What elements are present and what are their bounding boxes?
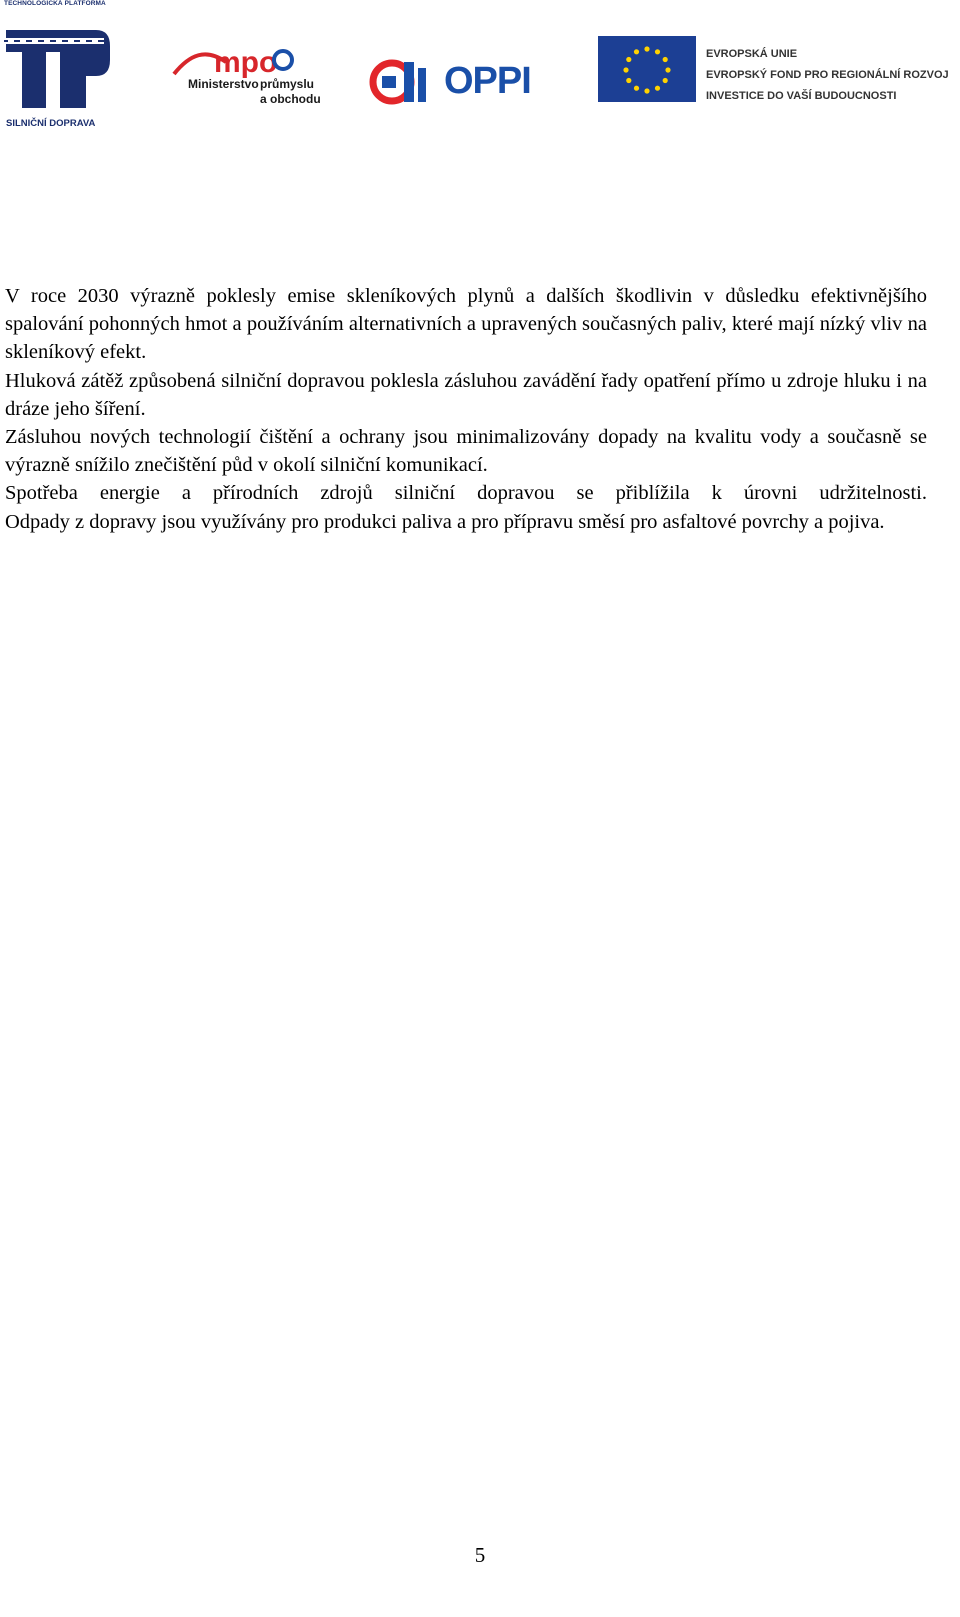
eu-line-3: INVESTICE DO VAŠÍ BUDOUCNOSTI [706,90,897,102]
svg-text:mpo: mpo [214,46,278,78]
mpo-logo-line2: průmyslu [260,77,315,91]
eu-stars [598,36,696,102]
oppi-logo [368,56,538,108]
mpo-logo-line3: a obchodu [260,92,321,106]
mpo-logo-mark [170,44,310,78]
technologicka-platforma-logo [4,0,134,132]
paragraph-1: V roce 2030 výrazně poklesly emise skleníkových plynů a dalších škodlivin v důsledku efektivnějšího spalování pohonných hmot a používáním alternativních a upravených současných paliv, které mají nízký vliv na skleníkový efekt. [5,285,927,364]
page-number: 5 [474,1543,486,1567]
tp-logo-top-label: TECHNOLOGICKÁ PLATFORMA [4,0,106,7]
mpo-logo [170,44,321,114]
oppi-logo-text: OPPI [444,60,531,102]
tp-logo-mark [4,22,114,114]
oppi-logo-mark [368,56,438,108]
paragraph-4: Spotřeba energie a přírodních zdrojů silniční dopravou se přiblížila k úrovni udržitelnosti. [5,482,927,505]
eu-logo-text [706,44,949,107]
paragraph-5: Odpady z dopravy jsou využívány pro produkci paliva a pro přípravu směsí pro asfaltové povrchy a pojiva. [5,510,885,533]
eu-flag [598,36,696,102]
eu-line-1: EVROPSKÁ UNIE [706,48,798,60]
document-body [5,282,927,536]
paragraph-2: Hluková zátěž způsobená silniční dopravou poklesla zásluhou zavádění řady opatření přímo u zdroje hluku i na dráze jeho šíření. [5,369,927,420]
eu-line-2: EVROPSKÝ FOND PRO REGIONÁLNÍ ROZVOJ [706,69,949,81]
paragraph-3: Zásluhou nových technologií čištění a ochrany jsou minimalizovány dopady na kvalitu vody a současně se výrazně snížilo znečištění půd v okolí silniční komunikací. [5,426,927,477]
eu-logo [598,36,949,104]
mpo-logo-line1: Ministerstvo [188,77,259,91]
tp-logo-bottom-label: SILNIČNÍ DOPRAVA [6,118,96,129]
